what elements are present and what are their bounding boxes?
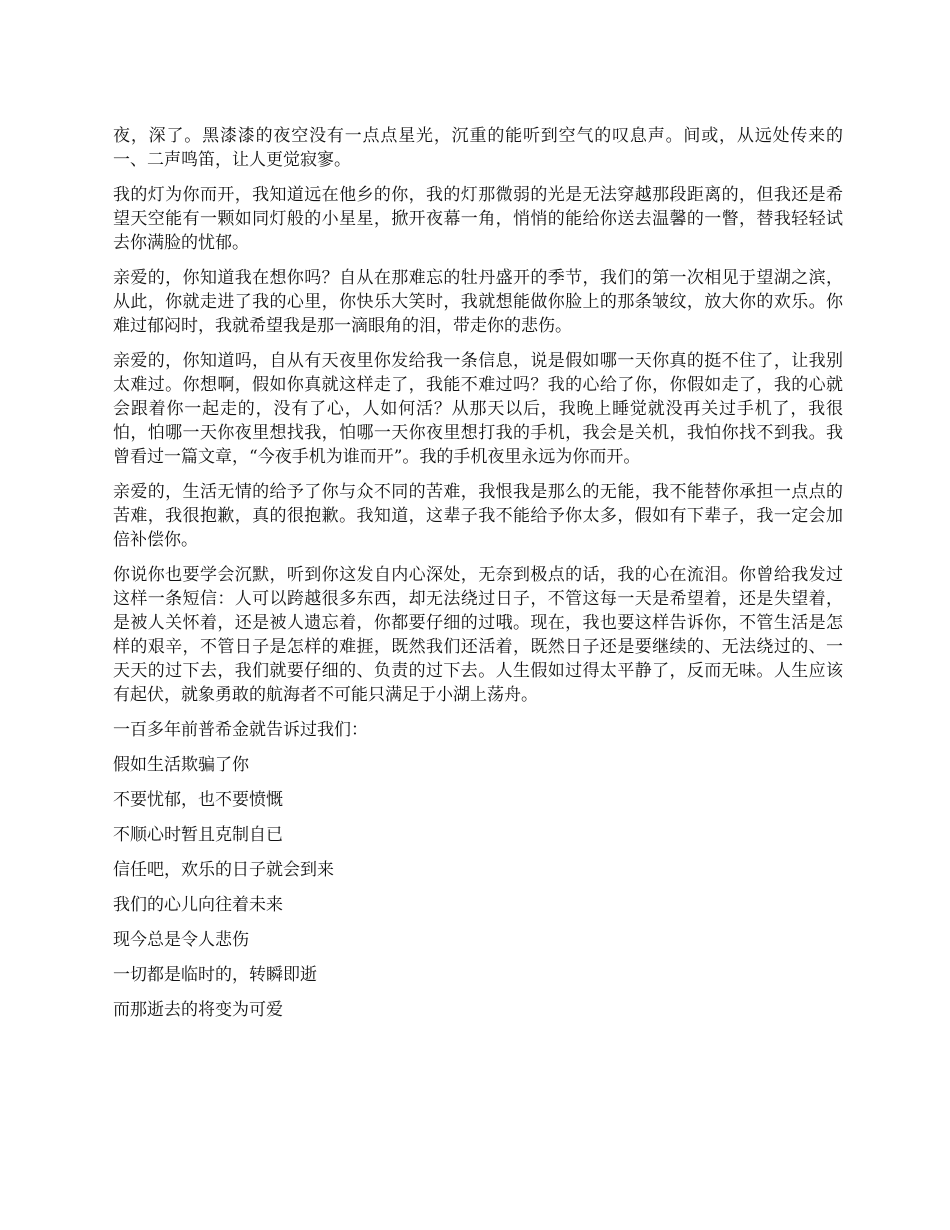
paragraph-5: 亲爱的，生活无情的给予了你与众不同的苦难，我恨我是那么的无能，我不能替你承担一点点的苦难，我很抱歉，真的很抱歉。我知道，这辈子我不能给予你太多，假如有下辈子，我一定会加倍补偿你。 (113, 482, 843, 550)
poem-line-3: 不顺心时暂且克制自已 (113, 825, 283, 845)
poem-line-5: 我们的心儿向往着未来 (113, 895, 283, 915)
poem-line-6: 现今总是令人悲伤 (113, 930, 249, 950)
paragraph-4: 亲爱的，你知道吗，自从有天夜里你发给我一条信息，说是假如哪一天你真的挺不住了，让我别太难过。你想啊，假如你真就这样走了，我能不难过吗？我的心给了你，你假如走了，我的心就会跟着你一起走的，没有了心，人如何活？从那天以后，我晚上睡觉就没再关过手机了，我很怕，怕哪一天你夜里想找我，怕哪一天你夜里想打我的手机，我会是关机，我怕你找不到我。我曾看过一篇文章，“今夜手机为谁而开”。我的手机夜里永远为你而开。 (113, 351, 843, 467)
paragraph-2: 我的灯为你而开，我知道远在他乡的你，我的灯那微弱的光是无法穿越那段距离的，但我还是希望天空能有一颗如同灯般的小星星，掀开夜幕一角，悄悄的能给你送去温馨的一瞥，替我轻轻试去你满脸的忧郁。 (113, 185, 843, 253)
paragraph-3: 亲爱的，你知道我在想你吗？自从在那难忘的牡丹盛开的季节，我们的第一次相见于望湖之滨，从此，你就走进了我的心里，你快乐大笑时，我就想能做你脸上的那条皱纹，放大你的欢乐。你难过郁闷时，我就希望我是那一滴眼角的泪，带走你的悲伤。 (113, 268, 843, 336)
paragraph-6: 你说你也要学会沉默，听到你这发自内心深处，无奈到极点的话，我的心在流泪。你曾给我发过这样一条短信：人可以跨越很多东西，却无法绕过日子，不管这每一天是希望着，还是失望着，是被人关怀着，还是被人遗忘着，你都要仔细的过哦。现在，我也要这样告诉你，不管生活是怎样的艰辛，不管日子是怎样的难捱，既然我们还活着，既然日子还是要继续的、无法绕过的、一天天的过下去，我们就要仔细的、负责的过下去。人生假如过得太平静了，反而无味。人生应该有起伏，就象勇敢的航海者不可能只满足于小湖上荡舟。 (113, 565, 843, 705)
poem-line-4: 信任吧，欢乐的日子就会到来 (113, 860, 334, 880)
poem-line-7: 一切都是临时的，转瞬即逝 (113, 965, 317, 985)
document-body (113, 124, 843, 1033)
poem-line-1: 假如生活欺骗了你 (113, 755, 249, 775)
poem-line-2: 不要忧郁，也不要愤慨 (113, 790, 283, 810)
poem-line-8: 而那逝去的将变为可爱 (113, 1000, 283, 1020)
paragraph-1: 夜，深了。黑漆漆的夜空没有一点点星光，沉重的能听到空气的叹息声。间或，从远处传来的一、二声鸣笛，让人更觉寂寥。 (113, 126, 843, 170)
paragraph-7: 一百多年前普希金就告诉过我们： (113, 720, 368, 740)
